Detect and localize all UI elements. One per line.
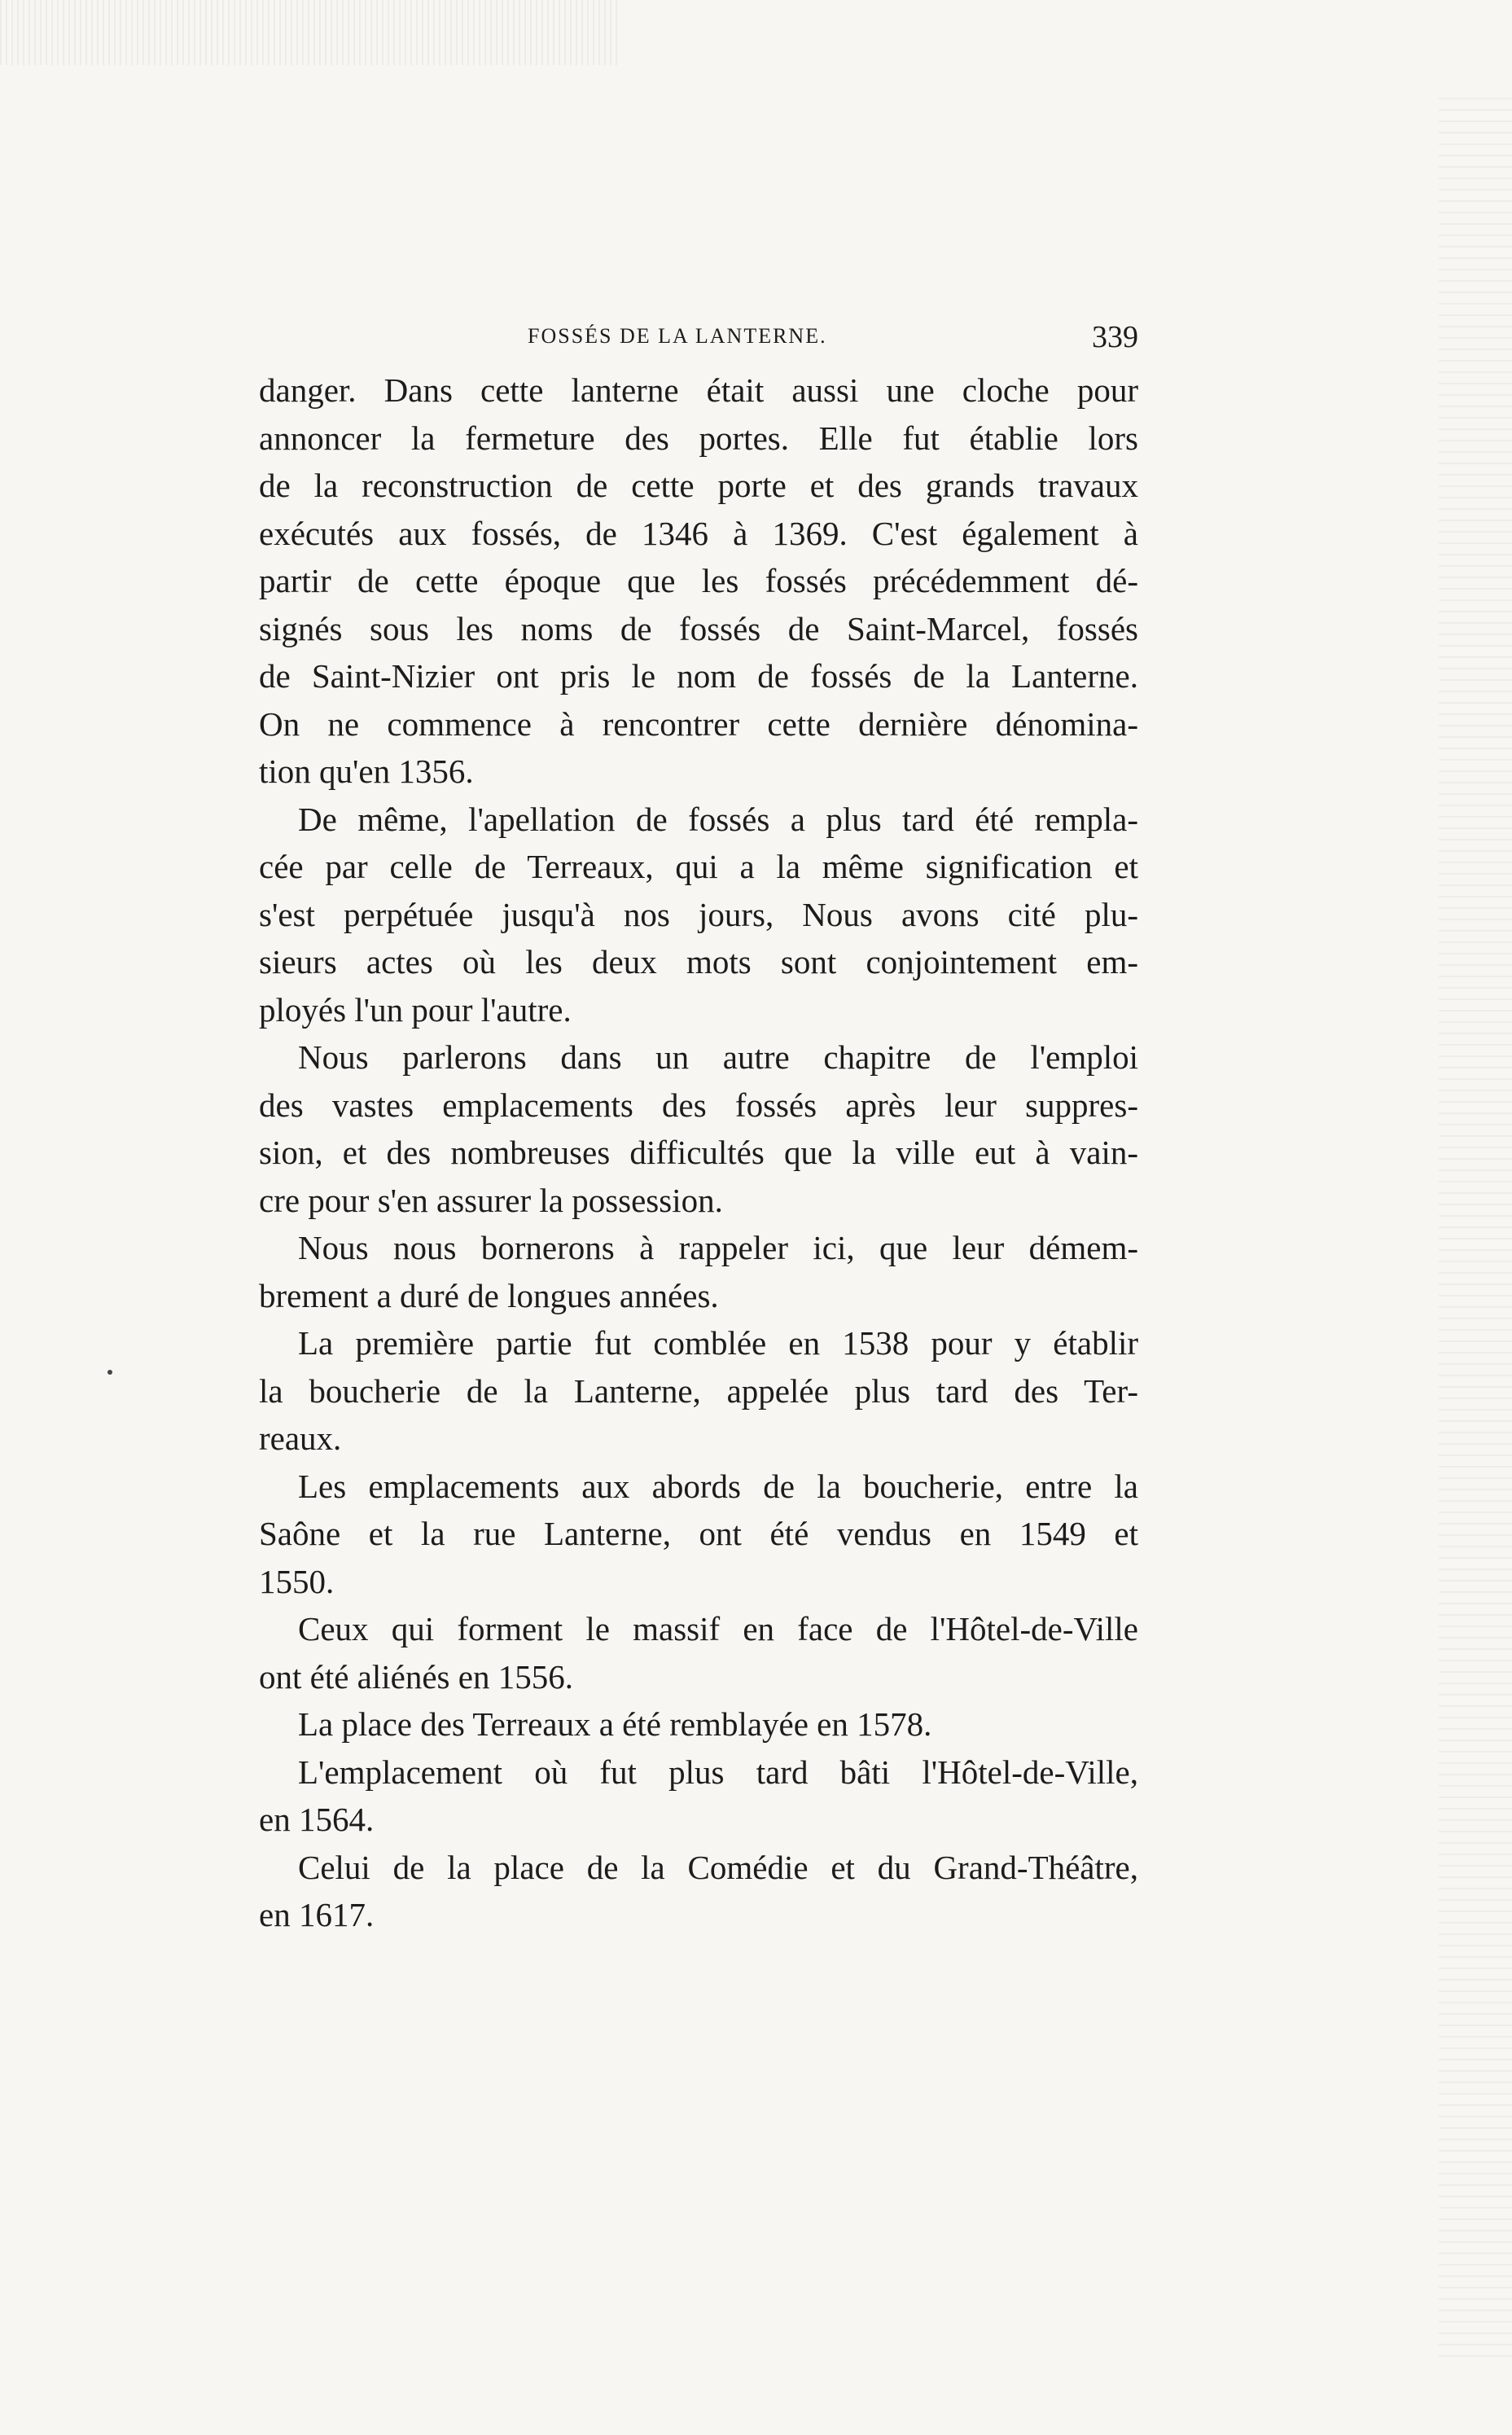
text-line: ont été aliénés en 1556.: [259, 1657, 573, 1696]
text-line: reaux.: [259, 1419, 342, 1457]
text-line: De même, l'apellation de fossés a plus tard été rempla-: [298, 800, 1138, 838]
text-line: exécutés aux fossés, de 1346 à 1369. C'est également à: [259, 514, 1138, 552]
text-line: de la reconstruction de cette porte et des grands travaux: [259, 467, 1138, 504]
page-number: 339: [1092, 320, 1138, 354]
text-line: danger. Dans cette lanterne était aussi une cloche pour: [259, 371, 1138, 409]
text-line: la boucherie de la Lanterne, appelée plus tard des Ter-: [259, 1371, 1138, 1410]
text-line: annoncer la fermeture des portes. Elle fut établie lors: [259, 419, 1138, 457]
text-line: sieurs actes où les deux mots sont conjointement em-: [259, 943, 1138, 981]
text-line: Ceux qui forment le massif en face de l'Hôtel-de-Ville: [298, 1610, 1138, 1647]
body-text: [259, 366, 1138, 1939]
page-header: [259, 319, 1138, 360]
text-line: Les emplacements aux abords de la boucherie, entre la: [298, 1467, 1138, 1505]
text-line: de Saint-Nizier ont pris le nom de fossés de la Lanterne.: [259, 657, 1138, 695]
text-line: en 1564.: [259, 1801, 375, 1838]
text-line: signés sous les noms de fossés de Saint-Marcel, fossés: [259, 609, 1138, 647]
running-title: FOSSÉS DE LA LANTERNE.: [528, 324, 827, 348]
text-line: cée par celle de Terreaux, qui a la même signification et: [259, 848, 1138, 885]
text-line: ployés l'un pour l'autre.: [259, 990, 572, 1029]
text-line: tion qu'en 1356.: [259, 752, 474, 790]
text-line: sion, et des nombreuses difficultés que la ville eut à vain-: [259, 1134, 1138, 1171]
text-line: Celui de la place de la Comédie et du Grand-Théâtre,: [298, 1848, 1138, 1886]
text-line: des vastes emplacements des fossés après leur suppres-: [259, 1086, 1138, 1124]
scan-artifact-right: [1439, 98, 1512, 2362]
scan-artifact-top: [0, 0, 619, 65]
text-line: La place des Terreaux a été remblayée en 1578.: [298, 1705, 932, 1743]
text-line: cre pour s'en assurer la possession.: [259, 1181, 723, 1219]
text-line: La première partie fut comblée en 1538 pour y établir: [298, 1324, 1138, 1362]
text-line: en 1617.: [259, 1896, 375, 1933]
text-line: L'emplacement où fut plus tard bâti l'Hôtel-de-Ville,: [298, 1753, 1138, 1791]
ink-speck: [107, 1370, 112, 1375]
text-line: On ne commence à rencontrer cette dernière dénomina-: [259, 704, 1138, 743]
text-line: partir de cette époque que les fossés précédemment dé-: [259, 562, 1138, 599]
text-line: 1550.: [259, 1562, 335, 1600]
text-line: Nous parlerons dans un autre chapitre de l'emploi: [298, 1038, 1138, 1076]
text-line: Saône et la rue Lanterne, ont été vendus en 1549 et: [259, 1515, 1138, 1552]
text-line: s'est perpétuée jusqu'à nos jours, Nous avons cité plu-: [259, 895, 1138, 933]
text-line: Nous nous bornerons à rappeler ici, que leur démem-: [298, 1229, 1138, 1266]
text-line: brement a duré de longues années.: [259, 1276, 719, 1314]
